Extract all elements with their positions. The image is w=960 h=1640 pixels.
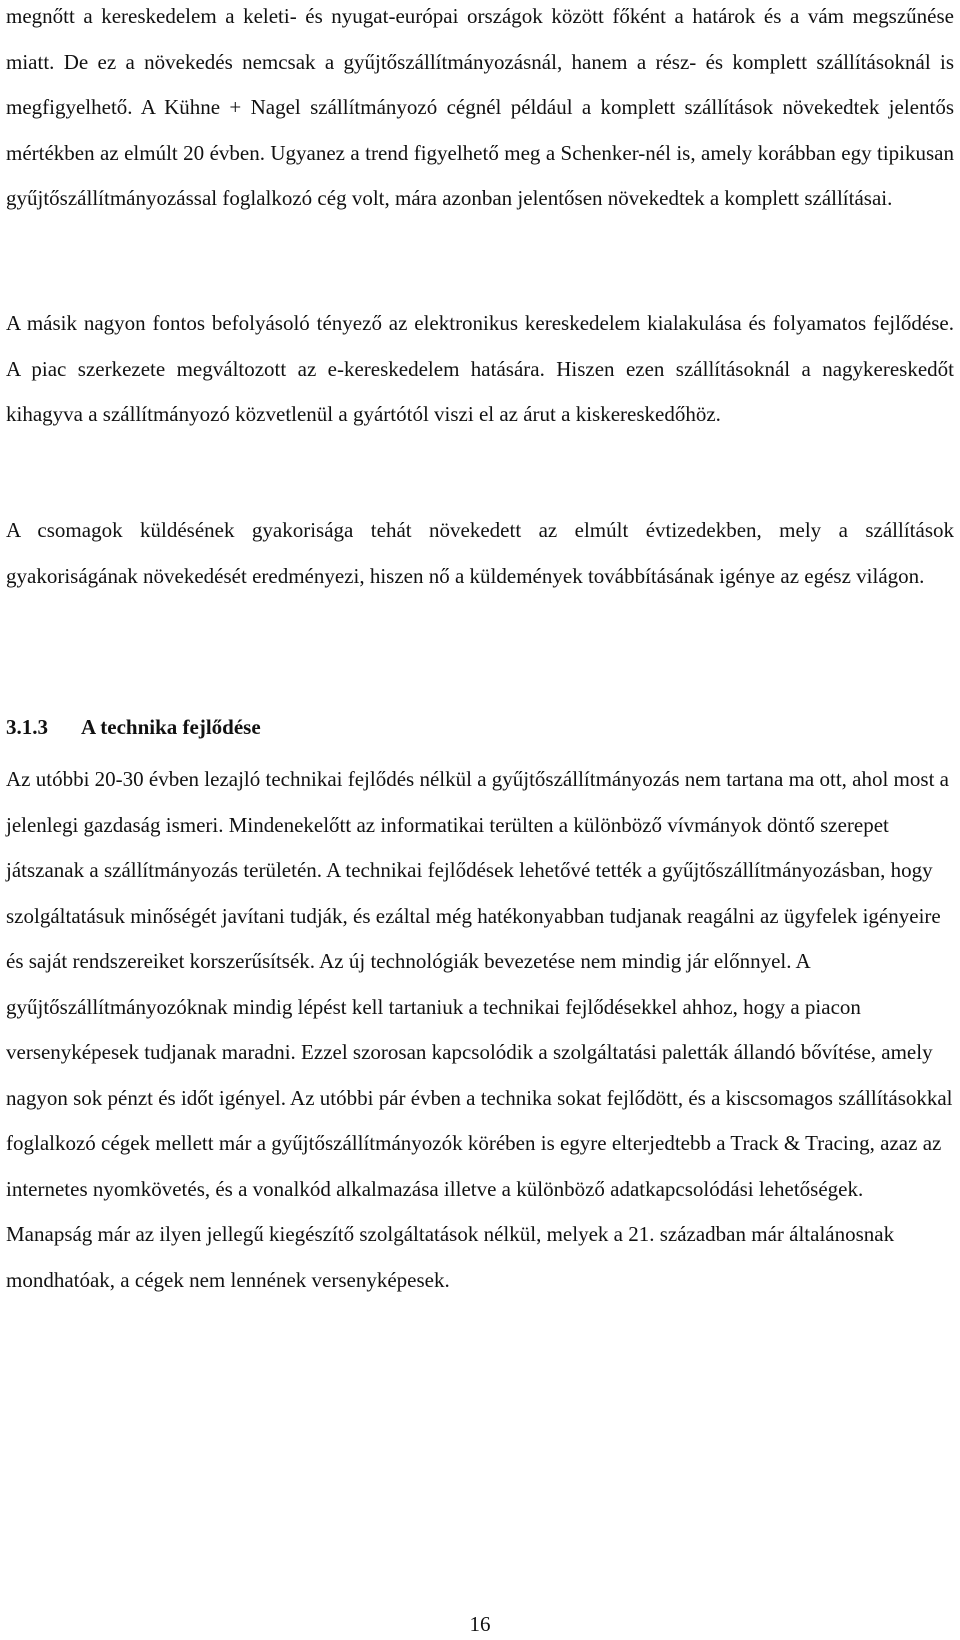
section-title: A technika fejlődése <box>81 715 261 739</box>
section-number: 3.1.3 <box>6 715 48 739</box>
body-paragraph-technology: Az utóbbi 20-30 évben lezajló technikai fejlődés nélkül a gyűjtőszállítmányozás nem tartana ma ott, ahol most a jelenlegi gazdaság ismeri. Mindenekelőtt az informatikai terülten a különböző vívmányok döntő szerepet játszanak a szállítmányozás területén. A technikai fejlődések lehetővé tették a gyűjtőszállítmányozásban, hogy szolgáltatásuk minőségét javítani tudják, és ezáltal még hatékonyabban tudjanak reagálni az ügyfelek igényeire és saját rendszereiket korszerűsítsék. Az új technológiák bevezetése nem mindig jár előnnyel. A gyűjtőszállítmányozóknak mindig lépést kell tartaniuk a technikai fejlődésekkel ahhoz, hogy a piacon versenyképesek tudjanak maradni. Ezzel szorosan kapcsolódik a szolgáltatási paletták állandó bővítése, amely nagyon sok pénzt és időt igényel. Az utóbbi pár évben a technika sokat fejlődött, és a kiscsomagos szállításokkal foglalkozó cégek mellett már a gyűjtőszállítmányozók körében is egyre elterjedtebb a Track & Tracing, azaz az internetes nyomkövetés, és a vonalkód alkalmazása illetve a különböző adatkapcsolódási lehetőségek. Manapság már az ilyen jellegű kiegészítő szolgáltatások nélkül, melyek a 21. században már általánosnak mondhatóak, a cégek nem lennének versenyképesek. <box>6 767 953 1292</box>
body-paragraph-trade-growth: megnőtt a kereskedelem a keleti- és nyugat-európai országok között főként a határok és a vám megszűnése miatt. De ez a növekedés nemcsak a gyűjtőszállítmányozásnál, hanem a rész- és komplett szállításoknál is megfigyelhető. A Kühne + Nagel szállítmányozó cégnél például a komplett szállítások növekedtek jelentős mértékben az elmúlt 20 évben. Ugyanez a trend figyelhető meg a Schenker-nél is, amely korábban egy tipikusan gyűjtőszállítmányozással foglalkozó cég volt, mára azonban jelentősen növekedtek a komplett szállításai. <box>6 4 954 210</box>
body-paragraph-shipment-frequency: A csomagok küldésének gyakorisága tehát növekedett az elmúlt évtizedekben, mely a szállítások gyakoriságának növekedését eredményezi, hiszen nő a küldemények továbbításának igénye az egész világon. <box>6 518 954 588</box>
body-paragraph-ecommerce: A másik nagyon fontos befolyásoló tényező az elektronikus kereskedelem kialakulása és folyamatos fejlődése. A piac szerkezete megváltozott az e-kereskedelem hatására. Hiszen ezen szállításoknál a nagykereskedőt kihagyva a szállítmányozó közvetlenül a gyártótól viszi el az árut a kiskereskedőhöz. <box>6 311 954 426</box>
section-heading <box>6 712 261 742</box>
page-number: 16 <box>469 1612 491 1636</box>
